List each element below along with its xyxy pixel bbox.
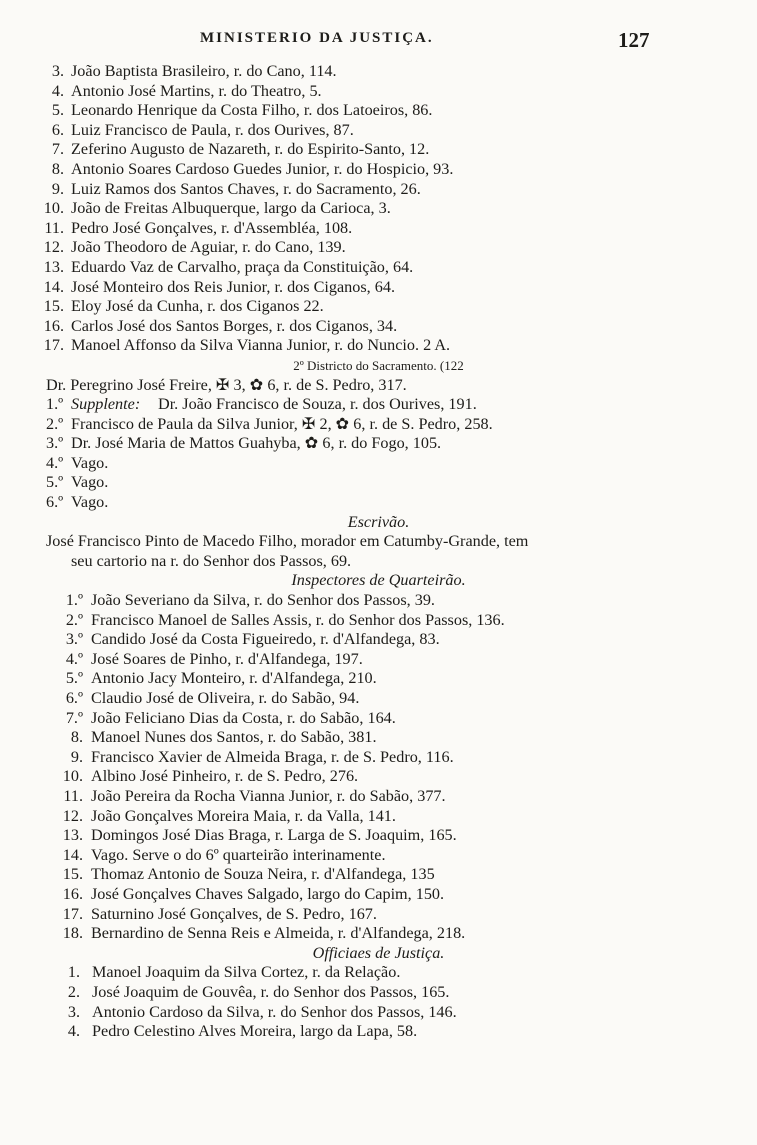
running-title: MINISTERIO DA JUSTIÇA. [200,30,434,46]
list-item: 7. Zeferino Augusto de Nazareth, r. do Espirito-Santo, 12. [51,140,430,159]
escrivao-heading: Escrivão. [347,512,410,531]
list-item: 14. José Monteiro dos Reis Junior, r. dos Ciganos, 64. [43,277,396,296]
list-item: 6.º Claudio José de Oliveira, r. do Sabão, 94. [65,689,360,707]
list-item: 11. João Pereira da Rocha Vianna Junior, r. do Sabão, 377. [63,786,446,805]
list-item: 3. João Baptista Brasileiro, r. do Cano, 114. [51,62,337,80]
list-item: 17. Saturnino José Gonçalves, de S. Pedro, 167. [62,904,377,923]
list-item: 10. João de Freitas Albuquerque, largo da Carioca, 3. [43,199,391,218]
list-item: 15. Eloy José da Cunha, r. dos Ciganos 22. [43,297,324,316]
list-escrivaes-continued [0,62,757,356]
inspectores-heading: Inspectores de Quarteirão. [291,571,466,590]
list-item: 8. Manoel Nunes dos Santos, r. do Sabão, 381. [70,728,377,747]
list-item: 4. Antonio José Martins, r. do Theatro, 5. [51,81,322,100]
list-item: 9. Luiz Ramos dos Santos Chaves, r. do Sacramento, 26. [51,179,421,198]
district-heading: 2º Districto do Sacramento. (122 [293,357,464,373]
list-item: 12. João Theodoro de Aguiar, r. do Cano, 139. [43,238,346,257]
list-item: 13. Eduardo Vaz de Carvalho, praça da Constituição, 64. [43,257,414,276]
list-item: 4. Pedro Celestino Alves Moreira, largo da Lapa, 58. [67,1022,418,1041]
list-item: 9. Francisco Xavier de Almeida Braga, r. de S. Pedro, 116. [70,747,454,766]
list-item: 13. Domingos José Dias Braga, r. Larga de S. Joaquim, 165. [62,826,457,845]
list-item: 12. João Gonçalves Moreira Maia, r. da Valla, 141. [62,806,396,825]
list-item: 5. Leonardo Henrique da Costa Filho, r. dos Latoeiros, 86. [51,101,433,120]
judge-main: Dr. Peregrino José Freire, ✠ 3, ✿ 6, r. de S. Pedro, 317. [46,375,407,394]
list-item: 18. Bernardino de Senna Reis e Almeida, r. d'Alfandega, 218. [62,924,466,943]
list-item: 10. Albino José Pinheiro, r. de S. Pedro, 276. [62,767,359,786]
list-item: 15. Thomaz Antonio de Souza Neira, r. d'Alfandega, 135 [62,865,435,884]
list-item: 8. Antonio Soares Cardoso Guedes Junior, r. do Hospicio, 93. [51,159,454,178]
officiaes-heading: Officiaes de Justiça. [312,943,445,962]
list-item: 3. Antonio Cardoso da Silva, r. do Senhor dos Passos, 146. [67,1002,457,1021]
escrivao-line-2: seu cartorio na r. do Senhor dos Passos, 69. [71,551,352,570]
list-item: 2. José Joaquim de Gouvêa, r. do Senhor dos Passos, 165. [67,982,450,1001]
page-number: 127 [618,28,650,52]
supplente-1: 1.º Supplente: Dr. João Francisco de Souza, r. dos Ourives, 191. [46,395,477,414]
list-item: 11. Pedro José Gonçalves, r. d'Assembléa, 108. [44,218,353,237]
list-item: 16. Carlos José dos Santos Borges, r. dos Ciganos, 34. [43,316,398,335]
list-item: 3.º Candido José da Costa Figueiredo, r. d'Alfandega, 83. [65,630,440,649]
list-officiaes [0,963,757,1041]
list-item: 6. Luiz Francisco de Paula, r. dos Ourives, 87. [51,120,354,139]
list-item: 16. José Gonçalves Chaves Salgado, largo do Capim, 150. [62,884,445,903]
list-item: 2.º Francisco Manoel de Salles Assis, r. do Senhor dos Passos, 136. [65,610,505,629]
list-inspectores [0,591,757,944]
page-body [0,62,757,1042]
list-item: 17. Manoel Affonso da Silva Vianna Junior, r. do Nuncio. 2 A. [43,336,451,355]
supplente-4: 4.º Vago. [46,453,109,472]
judges-block [0,376,757,513]
supplente-3: 3.º Dr. José Maria de Mattos Guahyba, ✿ 6, r. do Fogo, 105. [46,434,442,453]
list-item: 7.º João Feliciano Dias da Costa, r. do Sabão, 164. [65,708,396,727]
supplente-6: 6.º Vago. [46,493,109,512]
list-item: 1. Manoel Joaquim da Silva Cortez, r. da Relação. [67,963,401,982]
supplente-5: 5.º Vago. [46,473,109,492]
page-header [0,28,757,54]
supplente-2: 2.º Francisco de Paula da Silva Junior, ✠ 2, ✿ 6, r. de S. Pedro, 258. [46,414,493,433]
list-item: 4.º José Soares de Pinho, r. d'Alfandega, 197. [65,649,363,668]
list-item: 14. Vago. Serve o do 6º quarteirão interinamente. [62,845,386,864]
list-item: 1.º João Severiano da Silva, r. do Senhor dos Passos, 39. [65,591,435,610]
list-item: 5.º Antonio Jacy Monteiro, r. d'Alfandega, 210. [65,669,377,688]
escrivao-line-1: José Francisco Pinto de Macedo Filho, morador em Catumby-Grande, tem [46,532,529,551]
